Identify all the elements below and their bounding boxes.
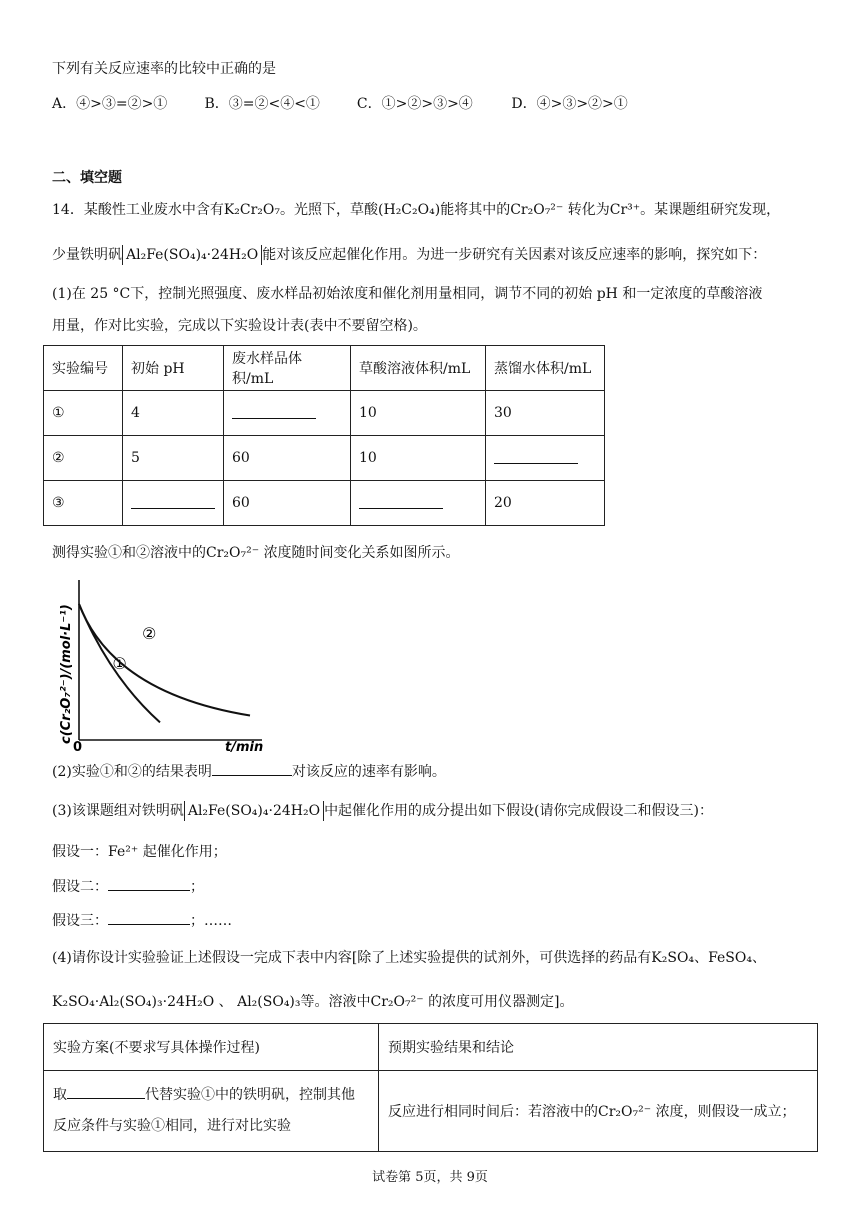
q1-line2: 用量，作对比实验，完成以下实验设计表(表中不要留空格)。 bbox=[52, 318, 427, 334]
answer-blank[interactable] bbox=[108, 876, 190, 891]
q4-line2 bbox=[52, 992, 574, 1012]
x-axis-label: t/min bbox=[225, 740, 264, 754]
table-cell: 5 bbox=[123, 436, 224, 481]
table-row bbox=[44, 481, 605, 526]
y-axis-label: c(Cr₂O₇²⁻)/(mol·L⁻¹) bbox=[59, 604, 74, 744]
experiment-design-table bbox=[43, 345, 605, 526]
answer-blank[interactable] bbox=[232, 404, 316, 419]
table-cell: ② bbox=[44, 436, 123, 481]
q1-line1: (1)在 25 °C下，控制光照强度、废水样品初始浓度和催化剂用量相同，调节不同的初始 pH 和一定浓度的草酸溶液 bbox=[52, 286, 763, 302]
table-cell bbox=[123, 481, 224, 526]
q14-line1 bbox=[52, 200, 780, 220]
answer-blank[interactable] bbox=[67, 1084, 145, 1099]
page-footer: 试卷第 5页，共 9页 bbox=[372, 1170, 488, 1185]
q3-text bbox=[52, 801, 713, 821]
measure-text bbox=[52, 543, 460, 563]
table-cell: ③ bbox=[44, 481, 123, 526]
hypothesis-3 bbox=[52, 910, 232, 931]
option-b[interactable]: B．③=②<④<① bbox=[204, 96, 320, 112]
table-cell: 30 bbox=[486, 391, 605, 436]
q4-line1 bbox=[52, 948, 766, 968]
text: 、 bbox=[751, 950, 766, 966]
option-a[interactable]: A．④>③=②>① bbox=[52, 96, 168, 112]
text: 等。溶液中 bbox=[300, 994, 371, 1010]
q2-text bbox=[52, 761, 446, 782]
answer-blank[interactable] bbox=[108, 910, 190, 925]
text: ，则假设一成立； bbox=[683, 1104, 796, 1120]
text: 测得实验①和②溶液中的 bbox=[52, 545, 206, 561]
q14-line2 bbox=[52, 245, 766, 265]
header-cell: 实验编号 bbox=[44, 346, 123, 391]
text: 起催化作用； bbox=[142, 844, 227, 860]
text: 转化为 bbox=[567, 202, 610, 218]
table-header-row bbox=[44, 346, 605, 391]
text: 对该反应的速率有影响。 bbox=[291, 764, 446, 780]
header-cell: 草酸溶液体积/mL bbox=[351, 346, 486, 391]
table-cell-plan bbox=[44, 1071, 379, 1152]
series-line-2 bbox=[79, 604, 250, 716]
text: 反应进行相同时间后：若溶液中的 bbox=[388, 1104, 598, 1120]
answer-blank[interactable] bbox=[359, 494, 443, 509]
table-cell: ① bbox=[44, 391, 123, 436]
text: 的浓度可用仪器测定]。 bbox=[428, 994, 574, 1010]
text: 假设三： bbox=[52, 913, 108, 929]
table-cell-result bbox=[379, 1071, 818, 1152]
answer-blank[interactable] bbox=[212, 761, 292, 776]
option-c[interactable]: C．①>②>③>④ bbox=[356, 96, 473, 112]
text: 少量铁明矾 bbox=[52, 247, 122, 263]
answer-blank[interactable] bbox=[494, 449, 578, 464]
verification-table bbox=[43, 1023, 818, 1152]
formula-cr2o7: Cr₂O₇²⁻ bbox=[206, 545, 260, 561]
text: 浓度随时间变化关系如图所示。 bbox=[263, 545, 460, 561]
formula-k2so4: K₂SO₄ bbox=[651, 950, 695, 966]
series-label-1: ① bbox=[112, 653, 127, 673]
text: ；…… bbox=[190, 913, 232, 929]
text: 、 bbox=[694, 950, 709, 966]
formula-fe2: Fe²⁺ bbox=[108, 844, 139, 860]
series-label-2: ② bbox=[142, 623, 157, 643]
formula-feso4: FeSO₄ bbox=[708, 950, 752, 966]
table-cell bbox=[224, 391, 351, 436]
table-cell: 20 bbox=[486, 481, 605, 526]
formula-h2c2o4: H₂C₂O₄ bbox=[383, 202, 435, 218]
table-header-row bbox=[44, 1024, 818, 1071]
text: 反应条件与实验①相同，进行对比实验 bbox=[53, 1118, 291, 1134]
header-cell: 预期实验结果和结论 bbox=[379, 1024, 818, 1071]
formula-cr2o7: Cr₂O₇²⁻ bbox=[510, 202, 564, 218]
header-cell: 废水样品体积/mL bbox=[224, 346, 351, 391]
concentration-time-chart bbox=[40, 572, 270, 754]
header-cell: 蒸馏水体积/mL bbox=[486, 346, 605, 391]
text: )能将其中的 bbox=[434, 202, 511, 218]
text: 能对该反应起催化作用。为进一步研究有关因素对该反应速率的影响，探究如下： bbox=[262, 247, 767, 263]
text: (2)实验①和②的结果表明 bbox=[52, 764, 212, 780]
formula-cr3: Cr³⁺ bbox=[609, 202, 641, 218]
answer-blank[interactable] bbox=[131, 494, 215, 509]
table-row bbox=[44, 1071, 818, 1152]
text: 浓度 bbox=[655, 1104, 684, 1120]
table-cell: 60 bbox=[224, 481, 351, 526]
text: 。光照下，草酸( bbox=[280, 202, 384, 218]
table-cell: 10 bbox=[351, 391, 486, 436]
text: 中起催化作用的成分提出如下假设(请你完成假设二和假设三)： bbox=[324, 803, 713, 819]
text: 假设一： bbox=[52, 844, 108, 860]
formula-alum: Al₂Fe(SO₄)₄·24H₂O bbox=[184, 801, 324, 821]
formula-cr2o7: Cr₂O₇²⁻ bbox=[598, 1104, 652, 1120]
origin-label: 0 bbox=[73, 740, 83, 754]
text: (3)该课题组对铁明矾 bbox=[52, 803, 184, 819]
option-d[interactable]: D．④>③>②>① bbox=[511, 96, 628, 112]
intro-text: 下列有关反应速率的比较中正确的是 bbox=[52, 61, 276, 77]
formula-alum: Al₂Fe(SO₄)₄·24H₂O bbox=[122, 245, 262, 265]
header-cell: 初始 pH bbox=[123, 346, 224, 391]
formula-k2cr2o7: K₂Cr₂O₇ bbox=[223, 202, 281, 218]
text: 取 bbox=[53, 1087, 67, 1103]
choices bbox=[52, 94, 628, 114]
table-cell: 60 bbox=[224, 436, 351, 481]
formula-cr2o7: Cr₂O₇²⁻ bbox=[370, 994, 424, 1010]
section-title: 二、填空题 bbox=[52, 170, 122, 186]
text: 。某课题组研究发现， bbox=[640, 202, 781, 218]
table-row bbox=[44, 436, 605, 481]
table-cell bbox=[486, 436, 605, 481]
table-row bbox=[44, 391, 605, 436]
text: (4)请你设计实验验证上述假设一完成下表中内容[除了上述实验提供的试剂外，可供选择的药品有 bbox=[52, 950, 652, 966]
text: 假设二： bbox=[52, 879, 108, 895]
table-cell bbox=[351, 481, 486, 526]
formula-double-salt: K₂SO₄·Al₂(SO₄)₃·24H₂O 、 Al₂(SO₄)₃ bbox=[52, 994, 301, 1010]
text: 代替实验①中的铁明矾，控制其他 bbox=[145, 1087, 355, 1103]
text: ； bbox=[190, 879, 204, 895]
hypothesis-1 bbox=[52, 842, 227, 862]
text: 14．某酸性工业废水中含有 bbox=[52, 202, 224, 218]
table-cell: 10 bbox=[351, 436, 486, 481]
hypothesis-2 bbox=[52, 876, 204, 897]
table-cell: 4 bbox=[123, 391, 224, 436]
header-cell: 实验方案(不要求写具体操作过程) bbox=[44, 1024, 379, 1071]
